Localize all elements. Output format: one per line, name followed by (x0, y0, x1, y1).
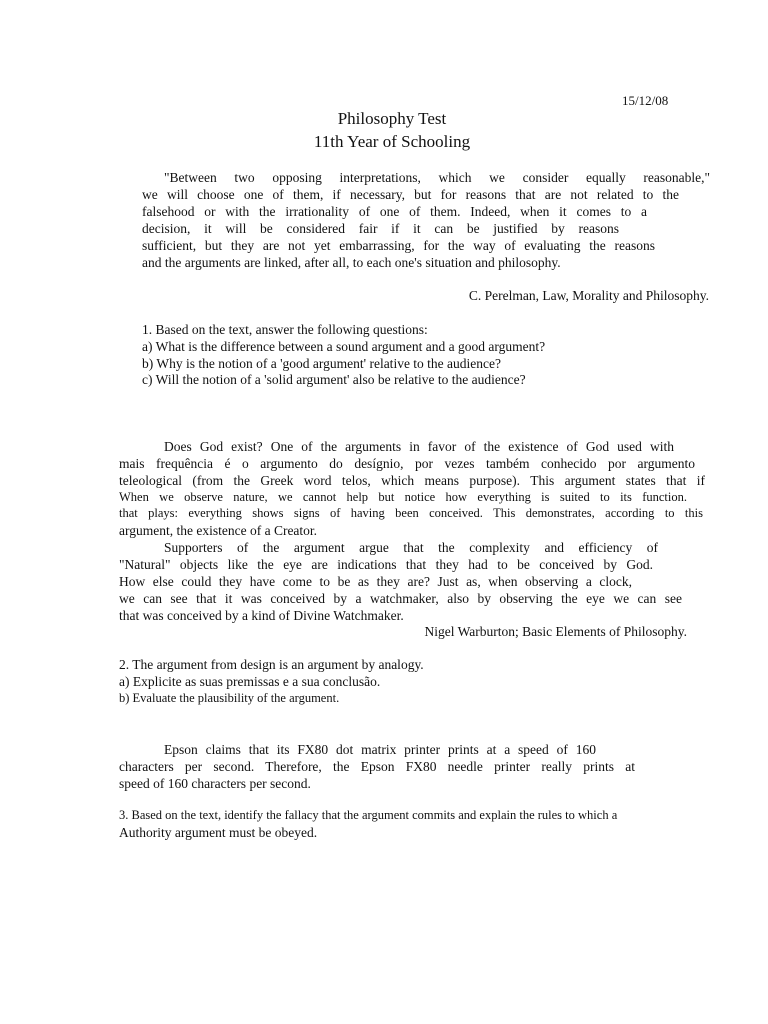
passage-2-line: How else could they have come to be as they are? Just as, when observing a clock, (119, 574, 632, 589)
passage-2-line: "Natural" objects like the eye are indications that they had to be conceived by God. (119, 557, 653, 572)
document-title: Philosophy Test (337, 109, 447, 128)
passage-3-line: speed of 160 characters per second. (119, 776, 311, 791)
passage-3-line: Epson claims that its FX80 dot matrix printer prints at a speed of 160 (164, 742, 596, 757)
passage-2-line: When we observe nature, we cannot help but notice how everything is suited to its function. (119, 490, 687, 504)
passage-1-line: sufficient, but they are not yet embarrassing, for the way of evaluating the reasons (142, 238, 655, 253)
question-3-line: 3. Based on the text, identify the fallacy that the argument commits and explain the rules to which a (119, 808, 618, 822)
passage-2-line: argument, the existence of a Creator. (119, 523, 318, 538)
question-2-line: b) Evaluate the plausibility of the argument. (119, 691, 340, 705)
question-2-line: a) Explicite as suas premissas e a sua conclusão. (119, 674, 381, 689)
passage-2-line: that plays: everything shows signs of having been conceived. This demonstrates, according to this (119, 506, 703, 520)
question-1-line: c) Will the notion of a 'solid argument' also be relative to the audience? (142, 372, 526, 387)
passage-2-citation: Nigel Warburton; Basic Elements of Philosophy. (424, 624, 687, 639)
passage-2-line: mais frequência é o argumento do desígnio, por vezes também conhecido por argumento (119, 456, 695, 471)
passage-1-line: "Between two opposing interpretations, which we consider equally reasonable," (164, 170, 710, 185)
question-2-line: 2. The argument from design is an argument by analogy. (119, 657, 424, 672)
passage-2-line: teleological (from the Greek word telos, which means purpose). This argument states that if (119, 473, 705, 488)
passage-2-line: Does God exist? One of the arguments in favor of the existence of God used with (164, 439, 674, 454)
document-subtitle: 11th Year of Schooling (313, 132, 471, 151)
passage-2-line: we can see that it was conceived by a watchmaker, also by observing the eye we can see (119, 591, 682, 606)
passage-1-line: decision, it will be considered fair if it can be justified by reasons (142, 221, 619, 236)
passage-1-line: we will choose one of them, if necessary, but for reasons that are not related to the (142, 187, 679, 202)
question-1-line: a) What is the difference between a sound argument and a good argument? (142, 339, 546, 354)
question-1-line: 1. Based on the text, answer the following questions: (142, 322, 428, 337)
passage-1-line: falsehood or with the irrationality of one of them. Indeed, when it comes to a (142, 204, 647, 219)
passage-2-line: that was conceived by a kind of Divine Watchmaker. (119, 608, 404, 623)
date: 15/12/08 (622, 93, 669, 108)
question-3-line: Authority argument must be obeyed. (119, 825, 318, 840)
passage-3-line: characters per second. Therefore, the Epson FX80 needle printer really prints at (119, 759, 635, 774)
question-1-line: b) Why is the notion of a 'good argument' relative to the audience? (142, 356, 502, 371)
passage-1-citation: C. Perelman, Law, Morality and Philosophy. (468, 288, 709, 303)
passage-1-line: and the arguments are linked, after all, to each one's situation and philosophy. (142, 255, 561, 270)
passage-2-line: Supporters of the argument argue that the complexity and efficiency of (164, 540, 658, 555)
